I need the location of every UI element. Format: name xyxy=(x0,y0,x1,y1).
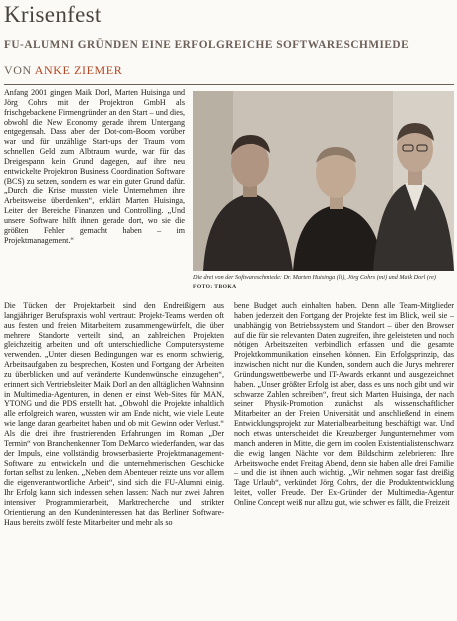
header-divider xyxy=(4,84,454,85)
photo-caption: Die drei von der Softwareschmiede: Dr. Marten Huisinga (li), Jörg Cohrs (mi) und Maik Dorl (re) xyxy=(193,274,436,281)
text-column-1 xyxy=(4,88,185,246)
article-subtitle: FU-ALUMNI GRÜNDEN EINE ERFOLGREICHE SOFTWARESCHMIEDE xyxy=(4,39,410,51)
author-name: ANKE ZIEMER xyxy=(34,63,123,77)
text-column-2 xyxy=(4,301,224,527)
article-title: Krisenfest xyxy=(4,2,102,27)
team-photo-image xyxy=(193,91,454,271)
text-column-3 xyxy=(234,301,454,508)
byline-prefix: VON xyxy=(4,63,35,77)
column-text: bene Budget auch einhalten haben. Denn alle Team-Mitglieder haben jederzeit den Fortgang der Projekte fest im Blick, weil sie – unabhängig von Betriebssystem und Standort – über den Browser auf die für sie relevanten Daten zugreifen, ihre geleisteten und noch nötigen Arbeitszeiten verbindlich erfassen und die gesamte Projektkommunikation einsehen können. Ein Erfolgsprinzip, das inzwischen nicht nur die Kunden, sondern auch die Jurys mehrerer Gründungswettbewerbe und IT-Awards erkannt und ausgezeichnet haben. „Unser größter Erfolg ist aber, dass es uns noch gibt und wir schwarze Zahlen schreiben“, freut sich Marten Huisinga, der nach seiner Physik-Promotion zunächst als wissenschaftlicher Mitarbeiter an der Freien Universität und anschließend in einem Entwicklungsprojekt zur Materialbearbeitung beschäftigt war. Und noch etwas unterscheidet die Kreuzberger Jungunternehmer vom manch anderen in Mitte, die gern im coolen Existentialistenschwarz die ewig langen Nächte vor dem Bildschirm zelebrieren: Ihre Arbeitswoche endet Freitag Abend, denn sie haben alle drei Familie – und die ist ihnen auch wichtig. „Wir nehmen sogar fast dreißig Tage Urlaub“, verkündet Jörg Cohrs, der die Produktentwicklung leitet, voller Freude. Der Ex-Gründer der Multimedia-Agentur Online Concept weiß nur allzu gut, wie schwer es fällt, die Freizeit xyxy=(234,301,454,507)
team-photo xyxy=(193,91,454,271)
byline xyxy=(4,63,122,78)
photo-credit: FOTO: TBOKA xyxy=(193,284,237,290)
column-text: Anfang 2001 gingen Maik Dorl, Marten Huisinga und Jörg Cohrs mit der Projektron GmbH als frischgebackene Firmengründer an den Start – und dies, obwohl die New Economy gerade ihrem Untergang entgegensah. Dass aber der Dot-com-Boom vorüber war und für unzählige Start-ups der Traum vom schnellen Geld zum Albtraum wurde, war für das Dreigespann kein Grund dagegen, auf ihre neu entwickelte Projektron Business Coordination Software (BCS) zu setzen, sondern es war ein guter Grund dafür. „Durch die Krise mussten viele Unternehmen ihre Arbeitsweise überdenken“, erklärt Marten Huisinga, Leiter der Bereiche Finanzen und Controlling. „Und unsere Software hilft ihnen gerade dort, wo sie die größten Fehler gemacht haben – im Projektmanagement.“ xyxy=(4,88,185,245)
column-text: Die Tücken der Projektarbeit sind den Endreißigern aus langjähriger Berufspraxis wohl vertraut: Projekt-Teams werden oft aus festen und freien Mitarbeitern zusammengewürfelt, die über mehrere Standorte verteilt sind, an zahlreichen Projekten gleichzeitig arbeiten und oft unterschiedliche Computersysteme verwenden. „Unter diesen Bedingungen war es enorm schwierig, Arbeitsaufgaben zu besprechen, Kosten und Fortgang der Arbeiten zu überblicken und auf veränderte Kundenwünsche einzugehen“, erinnert sich Vertriebsleiter Maik Dorl an den alltäglichen Wahnsinn in Multimedia-Agenturen, in denen er einst Web-Sites für MAN, YTONG und die PDS erstellt hat. „Obwohl die Projekte inhaltlich alle erfolgreich waren, wussten wir am Ende nicht, wie viele Leute wie lange daran gearbeitet haben und ob mit Gewinn oder Verlust.“ Als die drei ihre frustrierenden Erfahrungen im Roman „Der Termin“ von Branchenkenner Tom DeMarco wiederfanden, war das der Impuls, eine vollständig browserbasierte Projektmanagement-Software zu entwickeln und die unternehmerischen Geschicke fortan selbst zu lenken. „Neben dem Abenteuer reizte uns vor allem die eigenverantwortliche Arbeit“, sind sich die FU-Alumni einig. Ihr Erfolg kann sich indessen sehen lassen: Nach nur zwei Jahren intensiver Programmierarbeit, Marktrecherche und strikter Orientierung an den Kundeninteressen hat das Berliner Software-Haus bereits zwölf feste Mitarbeiter und mehr als so xyxy=(4,301,224,527)
